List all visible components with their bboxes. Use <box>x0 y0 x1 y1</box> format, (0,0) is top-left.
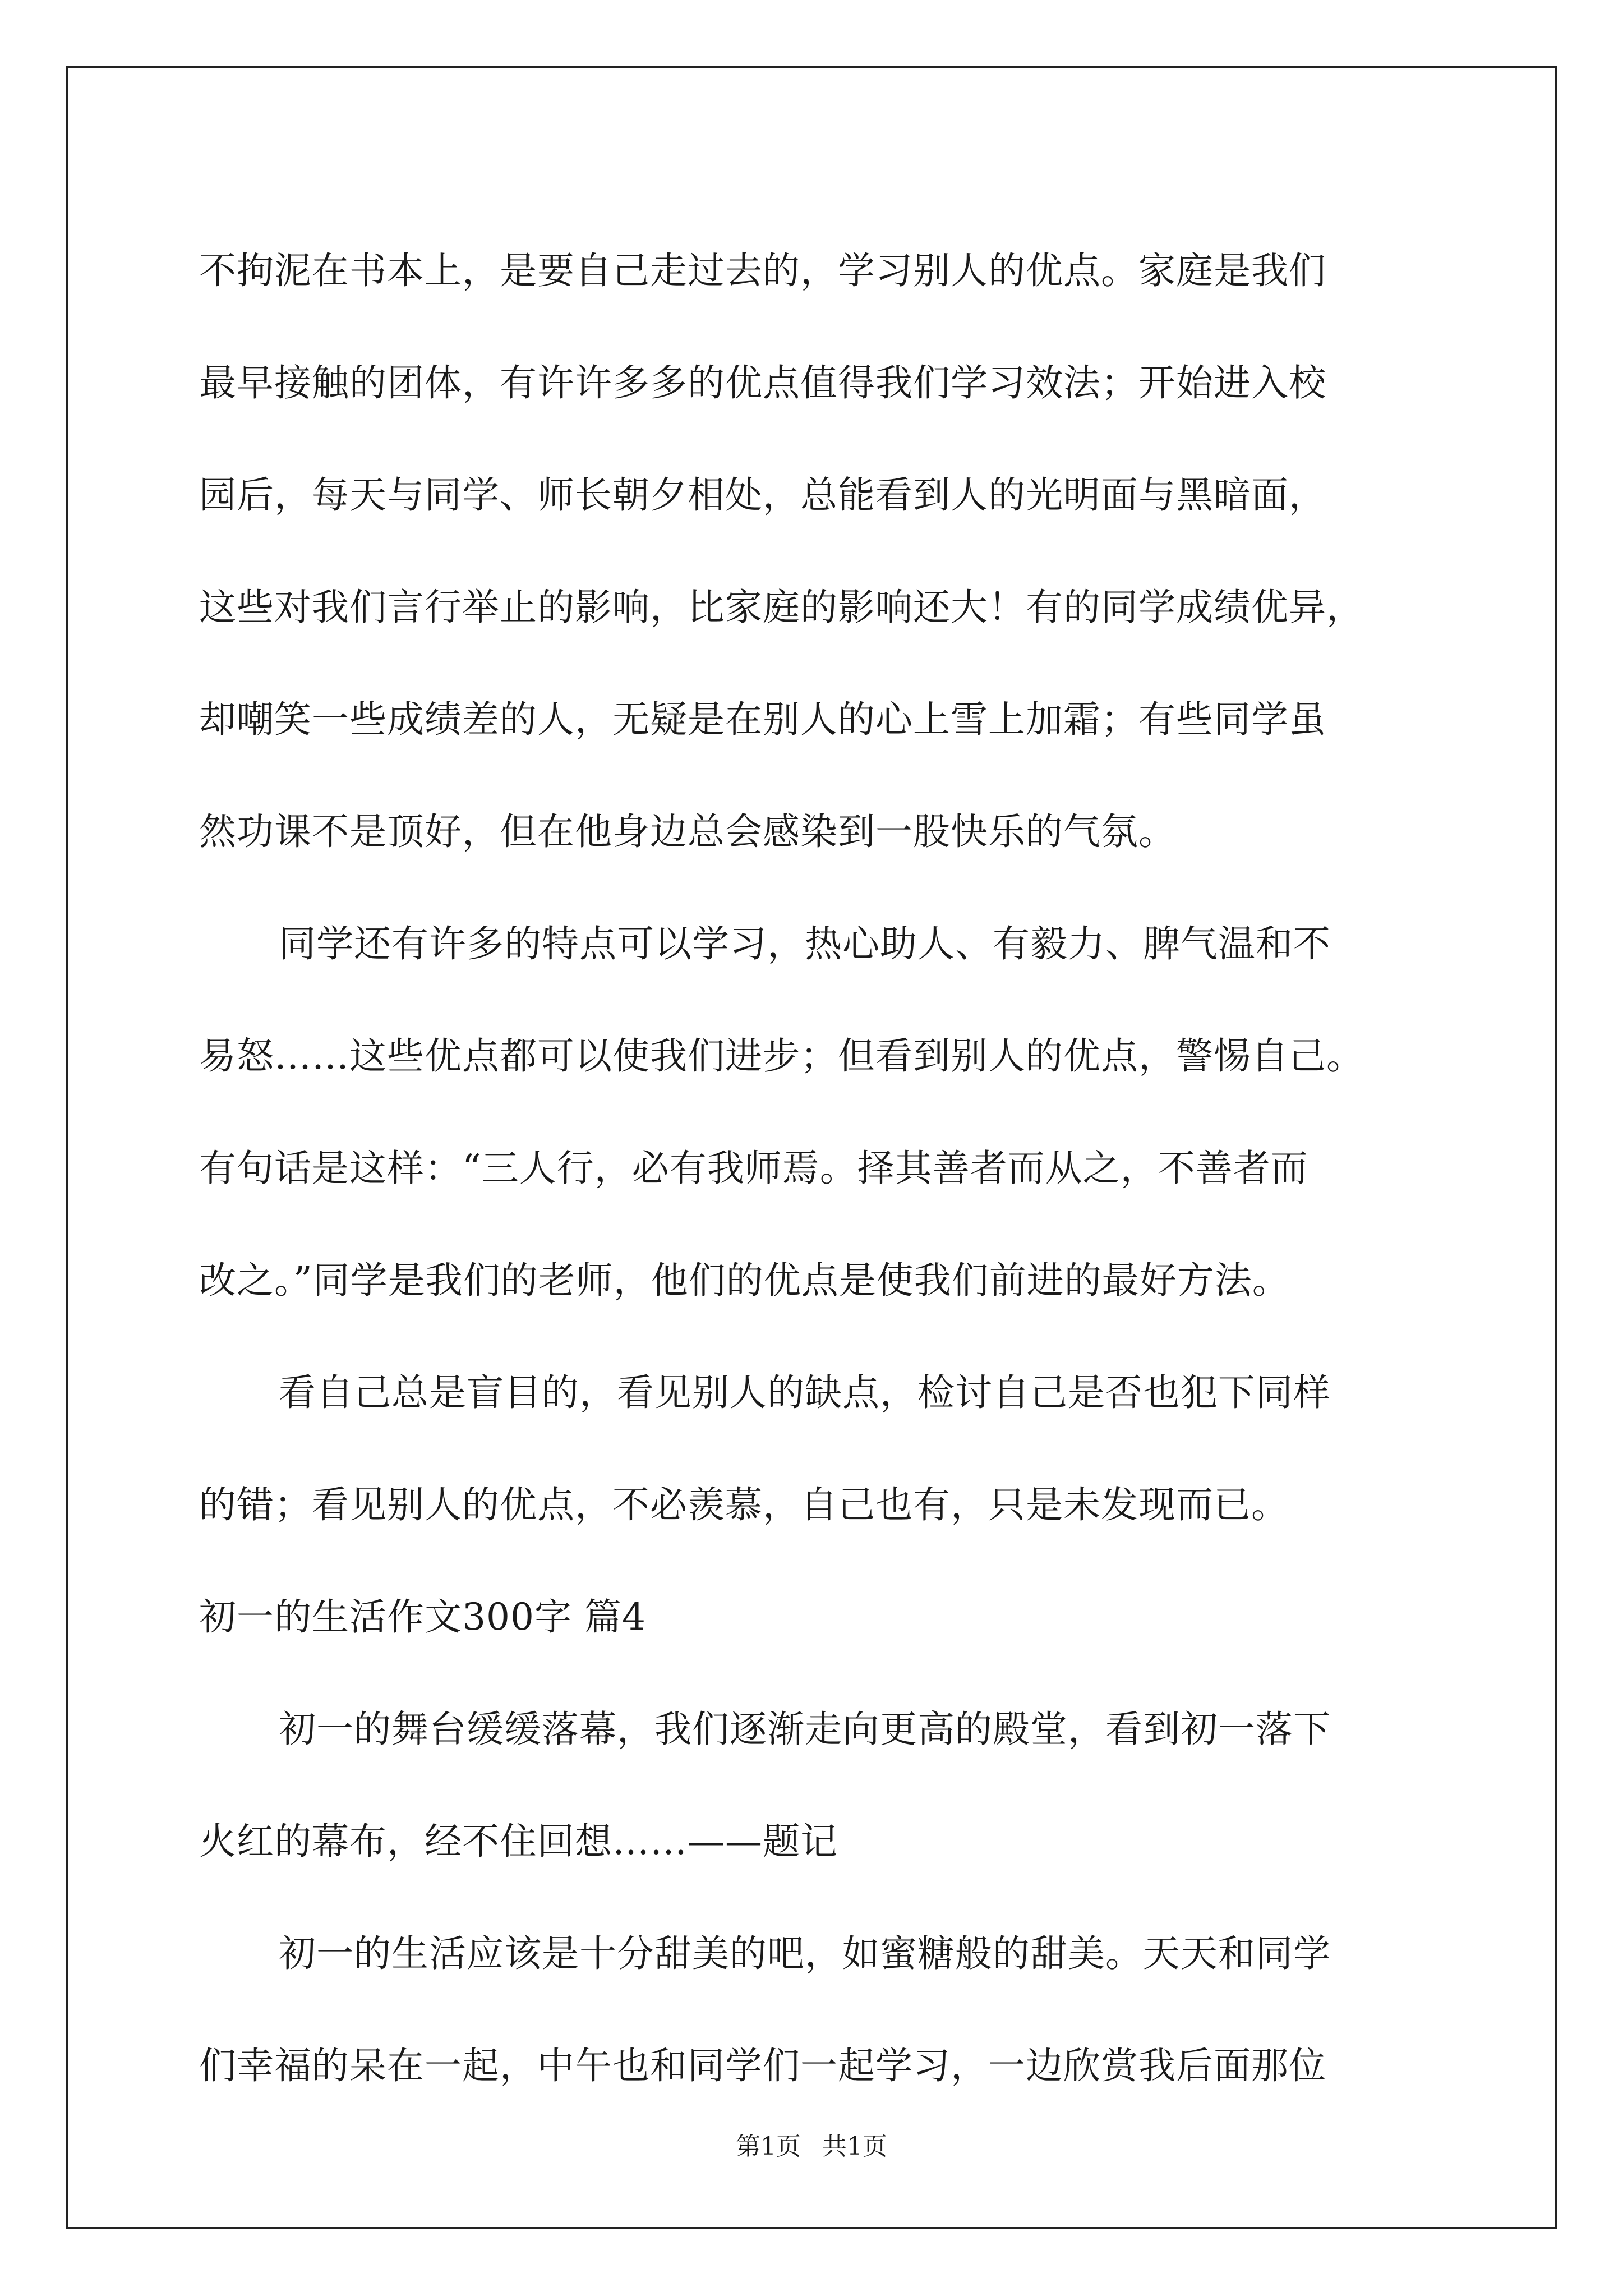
paragraph-start-line: 初一的生活应该是十分甜美的吧，如蜜糖般的甜美。天天和同学 <box>279 1932 1331 1975</box>
text-line: 易怒……这些优点都可以使我们进步；但看到别人的优点，警惕自己。 <box>199 1034 1364 1078</box>
text-line: 园后，每天与同学、师长朝夕相处，总能看到人的光明面与黑暗面， <box>199 473 1326 517</box>
text-line: 却嘲笑一些成绩差的人，无疑是在别人的心上雪上加霜；有些同学虽 <box>199 698 1326 741</box>
page-number: 第1页 <box>736 2132 801 2161</box>
text-line: 的错；看见别人的优点，不必羡慕，自己也有，只是未发现而已。 <box>199 1483 1289 1526</box>
text-line: 不拘泥在书本上，是要自己走过去的，学习别人的优点。家庭是我们 <box>199 249 1326 292</box>
text-line: 然功课不是顶好，但在他身边总会感染到一股快乐的气氛。 <box>199 810 1176 853</box>
text-line: 改之。”同学是我们的老师，他们的优点是使我们前进的最好方法。 <box>199 1259 1290 1302</box>
paragraph-start-line: 初一的舞台缓缓落幕，我们逐渐走向更高的殿堂，看到初一落下 <box>279 1708 1331 1751</box>
page-total: 共1页 <box>822 2132 887 2161</box>
section-heading: 初一的生活作文300字 篇4 <box>199 1595 646 1639</box>
paragraph-start-line: 同学还有许多的特点可以学习，热心助人、有毅力、脾气温和不 <box>279 922 1331 965</box>
text-line: 最早接触的团体，有许许多多的优点值得我们学习效法；开始进入校 <box>199 361 1326 404</box>
text-line: 这些对我们言行举止的影响，比家庭的影响还大！有的同学成绩优异， <box>199 586 1364 629</box>
text-line: 们幸福的呆在一起，中午也和同学们一起学习，一边欣赏我后面那位 <box>199 2044 1326 2087</box>
text-line: 有句话是这样：“三人行，必有我师焉。择其善者而从之，不善者而 <box>199 1147 1308 1190</box>
paragraph-start-line: 看自己总是盲目的，看见别人的缺点，检讨自己是否也犯下同样 <box>279 1371 1331 1414</box>
document-body <box>199 215 1433 2122</box>
page-footer <box>0 2126 1623 2162</box>
text-line: 火红的幕布，经不住回想……——题记 <box>199 1820 838 1863</box>
